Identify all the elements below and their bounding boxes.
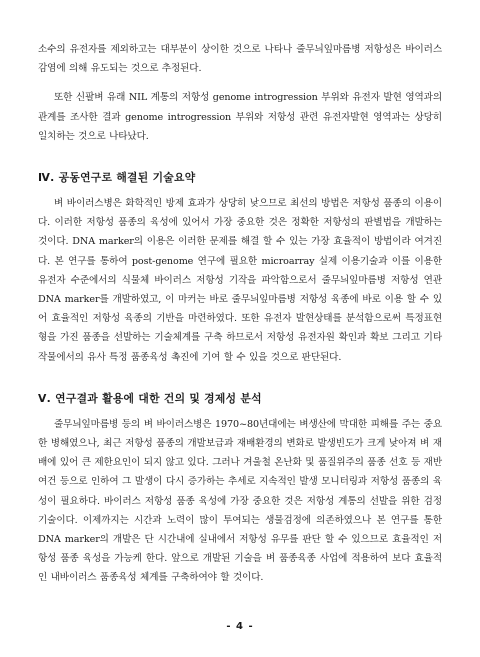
intro-paragraph-2: 또한 신팔벼 유래 NIL 계통의 저항성 genome introgression 부위와 유전자 발현 영역과의 관계를 조사한 결과 genome introgression 부위와 저항성 관련 유전자발현 영역과는 상당히 일치하는 것으로 나타났다.: [38, 92, 442, 142]
section-5-paragraph: 줄무늬잎마름병 등의 벼 바이러스병은 1970~80년대에는 벼생산에 막대한 피해를 주는 중요한 병해였으나, 최근 저항성 품종의 개발보급과 재배환경의 변화로 발생빈도가 크게 낮아져 벼 재배에 있어 큰 제한요인이 되지 않고 있다. 그러나 겨울철 온난화 및 품질위주의 품종 선호 등 재반 여건 등으로 인하여 그 발생이 다시 증가하는 추세로 지속적인 발생 모니터링과 저항성 품종의 육성이 필요하다. 바이러스 저항성 품종 육성에 가장 중요한 것은 저항성 계통의 선발을 위한 검정기술이다. 이제까지는 시간과 노력이 많이 투여되는 생물검정에 의존하였으나 본 연구를 통한 DNA marker의 개발은 단 시간내에 실내에서 저항성 유무를 판단 할 수 있으므로 효율적인 저항성 품종 육성을 가능케 한다. 앞으로 개발된 기술을 벼 품종육종 사업에 적용하여 보다 효율적인 내바이러스 품종육성 체계를 구축하여야 할 것이다.: [38, 418, 442, 584]
section-4-paragraph: 벼 바이러스병은 화학적인 방제 효과가 상당히 낮으므로 최선의 방법은 저항성 품종의 이용이다. 이러한 저항성 품종의 육성에 있어서 가장 중요한 것은 정확한 저항성의 판별법을 개발하는 것이다. DNA marker의 이용은 이러한 문제를 해결 할 수 있는 가장 효율적이 방법이라 여겨진다. 본 연구를 통하여 post-genome 연구에 필요한 microarray 실제 이용기술과 이를 이용한 유전자 수준에서의 식물체 바이러스 저항성 기작을 파악함으로서 줄무늬잎마름병 저항성 연관 DNA marker를 개발하였고, 이 마커는 바로 줄무늬잎마름병 저항성 육종에 바로 이용 할 수 있어 효율적인 저항성 육종의 기반을 마련하였다. 또한 유전자 발현상태를 분석함으로써 특정표현형을 가진 품종을 선발하는 기술체계를 구축 하므로서 저항성 유전자원 확인과 확보 그리고 기타 작물에서의 유사 특정 품종육성 촉진에 기여 할 수 있을 것으로 판단된다.: [38, 198, 442, 363]
page-number: - 4 -: [226, 621, 254, 632]
section-5-heading: Ⅴ. 연구결과 활용에 대한 건의 및 경제성 분석: [38, 391, 262, 405]
document-page: [38, 40, 442, 588]
intro-paragraph-1: 소수의 유전자를 제외하고는 대부분이 상이한 것으로 나타나 줄무늬잎마름병 저항성은 바이러스 감염에 의해 유도되는 것으로 추정된다.: [38, 44, 442, 75]
section-4-heading: Ⅳ. 공동연구로 해결된 기술요약: [38, 171, 196, 185]
